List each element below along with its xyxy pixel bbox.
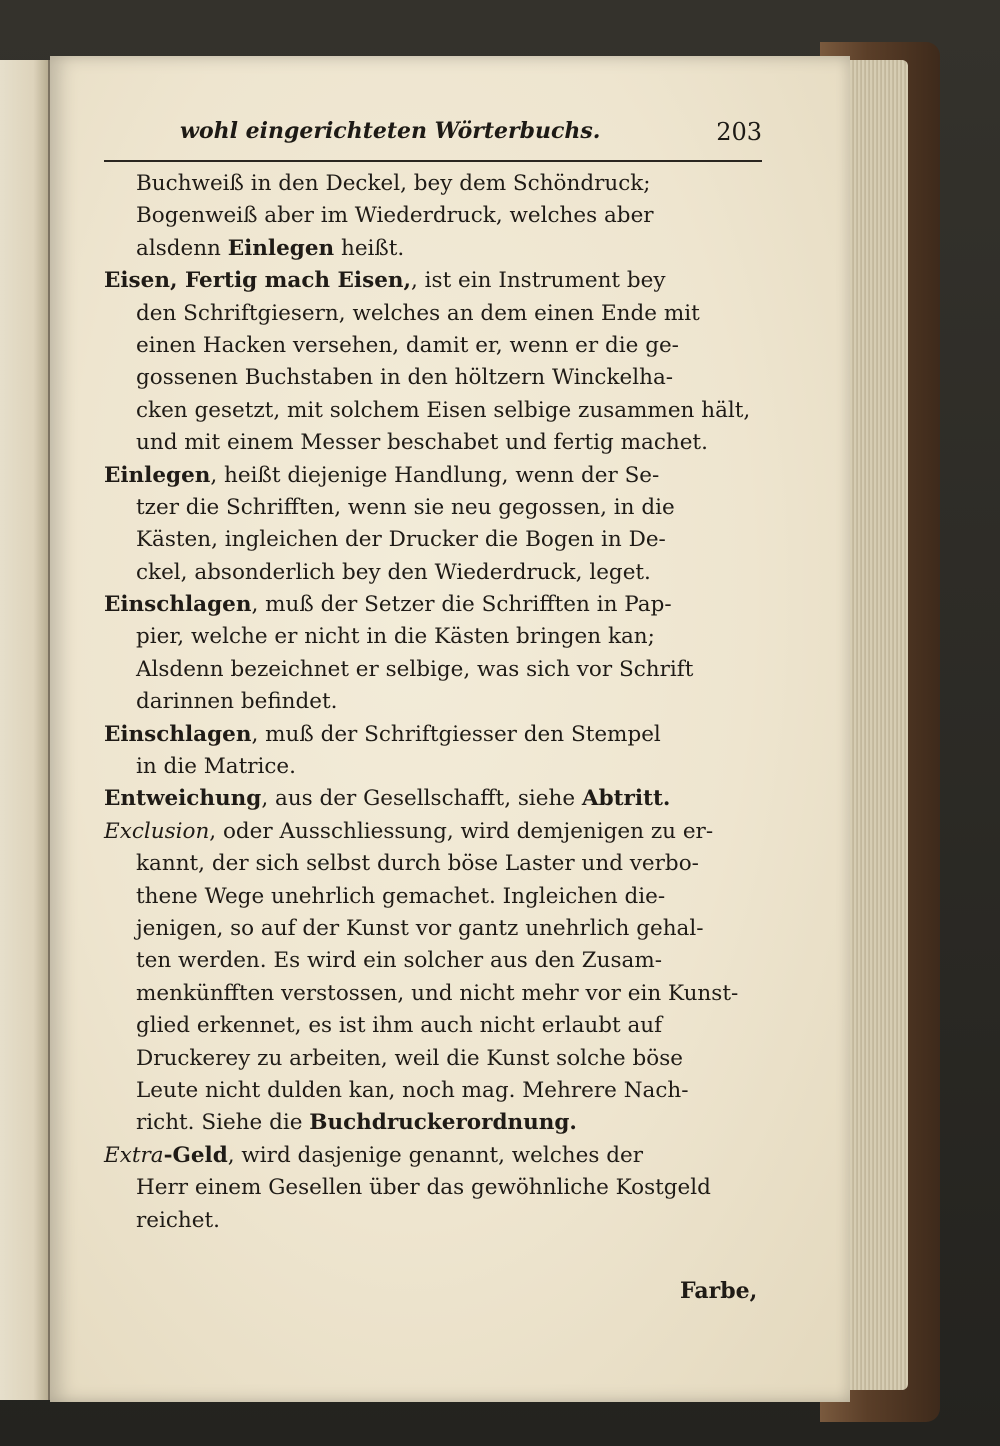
- text-line: Alsdenn bezeichnet er selbige, was sich vor Schrift: [136, 656, 694, 682]
- header-rule: [104, 160, 762, 162]
- text-line: gossenen Buchstaben in den höltzern Winckelha-: [136, 365, 674, 391]
- text-line: kannt, der sich selbst durch böse Laster und verbo-: [136, 851, 699, 877]
- text-line: thene Wege unehrlich gemachet. Ingleichen die-: [136, 883, 666, 909]
- text-line: Herr einem Gesellen über das gewöhnliche Kostgeld: [136, 1175, 711, 1201]
- text-line: jenigen, so auf der Kunst vor gantz unehrlich gehal-: [136, 915, 704, 941]
- text-line: cken gesetzt, mit solchem Eisen selbige zusammen hält,: [136, 397, 751, 423]
- text-line: ten werden. Es wird ein solcher aus den Zusam-: [136, 948, 663, 974]
- term-reference: Einlegen: [227, 235, 335, 261]
- running-head: wohl eingerichteten Wörterbuchs.: [180, 118, 601, 144]
- entry-line: Entweichung, aus der Gesellschafft, siehe Abtritt.: [104, 786, 671, 812]
- text-line: Leute nicht dulden kan, noch mag. Mehrere Nach-: [136, 1077, 689, 1103]
- page-number: 203: [716, 118, 762, 146]
- entry-line: Extra-Geld, wird dasjenige genannt, welches der: [104, 1142, 644, 1168]
- text-line: pier, welche er nicht in die Kästen bringen kan;: [136, 624, 655, 650]
- text-line: den Schriftgiesern, welches an dem einen Ende mit: [136, 300, 700, 326]
- catchword: Farbe,: [680, 1278, 758, 1304]
- text-line: reichet.: [136, 1207, 220, 1233]
- text-line: darinnen befindet.: [136, 689, 338, 715]
- entry-line: Eisen, Fertig mach Eisen,, ist ein Instrument bey: [104, 268, 666, 294]
- entry-line: Einschlagen, muß der Setzer die Schrifften in Pap-: [104, 592, 672, 618]
- entry-headword: Einschlagen: [104, 592, 252, 618]
- text-line: menkünfften verstossen, und nicht mehr vor ein Kunst-: [136, 980, 739, 1006]
- entry-line: Einlegen, heißt diejenige Handlung, wenn der Se-: [104, 462, 660, 488]
- text-line: Druckerey zu arbeiten, weil die Kunst solche böse: [136, 1045, 683, 1071]
- facing-page-edge: [0, 60, 50, 1400]
- entry-headword: Entweichung: [104, 786, 262, 812]
- entry-line: Einschlagen, muß der Schriftgiesser den Stempel: [104, 721, 661, 747]
- text-line: alsdenn Einlegen heißt.: [136, 235, 405, 261]
- entry-line: Exclusion, oder Ausschliessung, wird demjenigen zu er-: [104, 818, 714, 844]
- page-header: [132, 118, 762, 158]
- text-line: Kästen, ingleichen der Drucker die Bogen in De-: [136, 527, 666, 553]
- text-line: glied erkennet, es ist ihm auch nicht erlaubt auf: [136, 1013, 663, 1039]
- cross-reference: Buchdruckerordnung.: [309, 1110, 577, 1136]
- cross-reference: Abtritt.: [581, 786, 671, 812]
- text-line: richt. Siehe die Buchdruckerordnung.: [136, 1110, 577, 1136]
- text-line: Buchweiß in den Deckel, bey dem Schöndruck;: [136, 171, 651, 196]
- page-edges: [850, 60, 908, 1390]
- text-line: einen Hacken versehen, damit er, wenn er die ge-: [136, 332, 679, 358]
- entry-headword-suffix: -Geld: [163, 1142, 228, 1168]
- text-line: tzer die Schrifften, wenn sie neu gegossen, in die: [136, 494, 675, 520]
- text-line: Bogenweiß aber im Wiederdruck, welches aber: [136, 203, 654, 229]
- entry-headword: Einschlagen: [104, 721, 252, 747]
- entry-headword: Extra: [104, 1142, 164, 1168]
- text-line: ckel, absonderlich bey den Wiederdruck, leget.: [136, 559, 651, 585]
- text-line: und mit einem Messer beschabet und fertig machet.: [136, 430, 708, 456]
- entry-headword: Eisen, Fertig mach Eisen,: [104, 268, 411, 294]
- entry-headword: Exclusion: [104, 818, 210, 844]
- text-line: in die Matrice.: [136, 754, 296, 780]
- entry-headword: Einlegen: [104, 462, 211, 488]
- page-text: [104, 168, 766, 1237]
